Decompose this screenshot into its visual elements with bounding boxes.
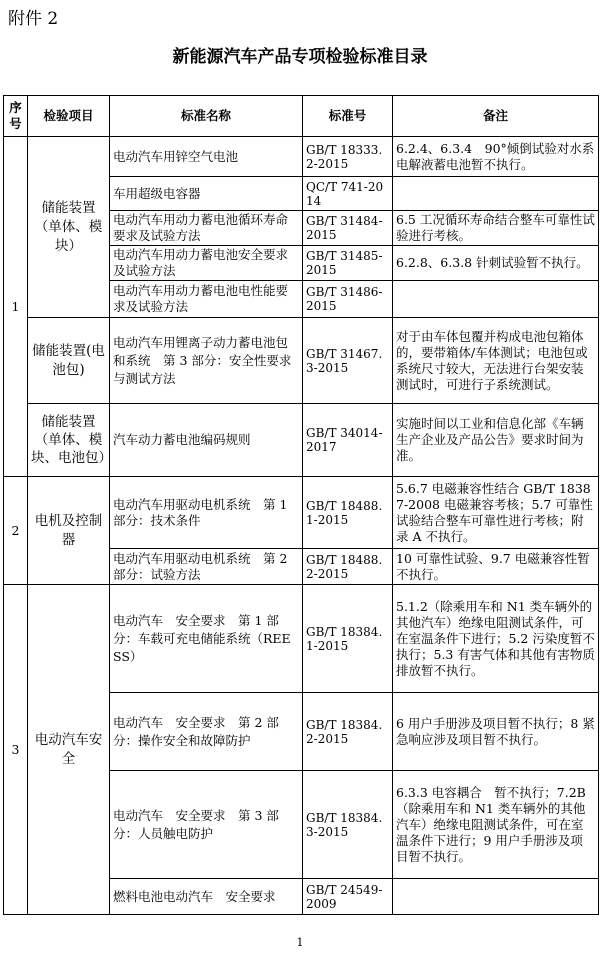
inspection-item: 储能装置（单体、模块） xyxy=(28,137,110,318)
standard-note: 6.2.4、6.3.4 90°倾倒试验对水系电解液蓄电池暂不执行。 xyxy=(393,137,599,177)
table-row xyxy=(4,404,599,477)
standard-code: GB/T 18384.3-2015 xyxy=(303,771,393,879)
standard-note: 6.2.8、6.3.8 针刺试验暂不执行。 xyxy=(393,246,599,281)
header-name: 标准名称 xyxy=(110,96,303,137)
standard-note: 实施时间以工业和信息化部《车辆生产企业及产品公告》要求时间为准。 xyxy=(393,404,599,477)
table-row xyxy=(4,318,599,404)
standard-note xyxy=(393,177,599,211)
standard-note: 10 可靠性试验、9.7 电磁兼容性暂不执行。 xyxy=(393,549,599,585)
standard-code: GB/T 18488.1-2015 xyxy=(303,477,393,549)
standard-name: 电动汽车用锌空气电池 xyxy=(110,137,303,177)
standard-code: GB/T 31485-2015 xyxy=(303,246,393,281)
inspection-item: 电动汽车安全 xyxy=(28,585,110,915)
standard-code: GB/T 31467.3-2015 xyxy=(303,318,393,404)
document-title: 新能源汽车产品专项检验标准目录 xyxy=(172,47,428,67)
standard-name: 电动汽车用驱动电机系统 第 1 部分：技术条件 xyxy=(110,477,303,549)
standard-name: 电动汽车用驱动电机系统 第 2 部分：试验方法 xyxy=(110,549,303,585)
standards-table xyxy=(3,95,599,915)
standard-code: GB/T 24549-2009 xyxy=(303,879,393,915)
page-number: 1 xyxy=(296,936,304,949)
standard-code: QC/T 741-2014 xyxy=(303,177,393,211)
table-header-row xyxy=(4,96,599,137)
standard-note: 6.3.3 电容耦合 暂不执行；7.2B（除乘用车和 N1 类车辆外的其他汽车）绝缘电阻测试条件，可在室温条件下进行；9 用户手册涉及项目暂不执行。 xyxy=(393,771,599,879)
inspection-item: 储能装置（单体、模块、电池包） xyxy=(28,404,110,477)
standard-name: 电动汽车用锂离子动力蓄电池包和系统 第 3 部分：安全性要求与测试方法 xyxy=(110,318,303,404)
standard-code: GB/T 18384.2-2015 xyxy=(303,693,393,771)
standard-code: GB/T 18333.2-2015 xyxy=(303,137,393,177)
group-number: 3 xyxy=(4,585,28,915)
standard-code: GB/T 18488.2-2015 xyxy=(303,549,393,585)
standard-name: 车用超级电容器 xyxy=(110,177,303,211)
table-row xyxy=(4,585,599,693)
standard-note xyxy=(393,281,599,318)
standard-name: 电动汽车用动力蓄电池电性能要求及试验方法 xyxy=(110,281,303,318)
standard-code: GB/T 34014-2017 xyxy=(303,404,393,477)
inspection-item: 电机及控制器 xyxy=(28,477,110,585)
standard-note: 5.6.7 电磁兼容性结合 GB/T 18387-2008 电磁兼容考核；5.7 可靠性试验结合整车可靠性进行考核；附录 A 不执行。 xyxy=(393,477,599,549)
standard-code: GB/T 31484-2015 xyxy=(303,211,393,246)
standard-note: 6 用户手册涉及项目暂不执行；8 紧急响应涉及项目暂不执行。 xyxy=(393,693,599,771)
standard-note xyxy=(393,879,599,915)
standard-code: GB/T 31486-2015 xyxy=(303,281,393,318)
group-number: 2 xyxy=(4,477,28,585)
header-code: 标准号 xyxy=(303,96,393,137)
header-no: 序号 xyxy=(4,96,28,137)
standard-note: 对于由车体包覆并构成电池包箱体的，要带箱体/车体测试；电池包或系统尺寸较大，无法进行台架安装测试时，可进行子系统测试。 xyxy=(393,318,599,404)
standard-name: 燃料电池电动汽车 安全要求 xyxy=(110,879,303,915)
standard-name: 电动汽车用动力蓄电池循环寿命要求及试验方法 xyxy=(110,211,303,246)
header-note: 备注 xyxy=(393,96,599,137)
attachment-label: 附件 2 xyxy=(8,9,59,29)
standard-name: 电动汽车 安全要求 第 2 部分：操作安全和故障防护 xyxy=(110,693,303,771)
table-row xyxy=(4,477,599,549)
standard-code: GB/T 18384.1-2015 xyxy=(303,585,393,693)
inspection-item: 储能装置(电池包) xyxy=(28,318,110,404)
group-number: 1 xyxy=(4,137,28,477)
standard-name: 电动汽车用动力蓄电池安全要求及试验方法 xyxy=(110,246,303,281)
table-row xyxy=(4,137,599,177)
standard-name: 电动汽车 安全要求 第 3 部分：人员触电防护 xyxy=(110,771,303,879)
standard-name: 电动汽车 安全要求 第 1 部分：车载可充电储能系统（REESS） xyxy=(110,585,303,693)
header-item: 检验项目 xyxy=(28,96,110,137)
standard-note: 6.5 工况循环寿命结合整车可靠性试验进行考核。 xyxy=(393,211,599,246)
standard-note: 5.1.2（除乘用车和 N1 类车辆外的其他汽车）绝缘电阻测试条件，可在室温条件下进行；5.2 污染度暂不执行；5.3 有害气体和其他有害物质排放暂不执行。 xyxy=(393,585,599,693)
standard-name: 汽车动力蓄电池编码规则 xyxy=(110,404,303,477)
